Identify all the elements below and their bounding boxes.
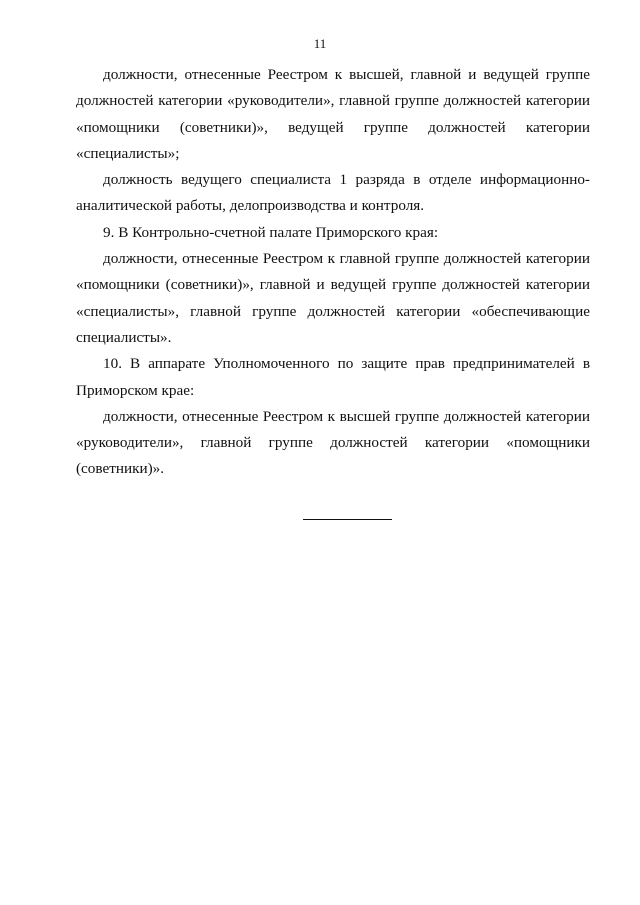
paragraph-item-10-heading: 10. В аппарате Уполномоченного по защите прав предпринимателей в Приморском крае: — [76, 355, 590, 399]
page-number: 11 — [313, 36, 327, 51]
paragraph-leading-specialist: должность ведущего специалиста 1 разряда в отделе информационно-аналитической работы, делопроизводства и контроля. — [76, 171, 590, 215]
end-divider-line — [303, 519, 392, 520]
paragraph-positions-list-3: должности, отнесенные Реестром к высшей группе должностей категории «руководители», главной группе должностей категории «помощники (советники)». — [76, 407, 590, 478]
paragraph-item-9-heading: 9. В Контрольно-счетной палате Приморского края: — [103, 223, 439, 241]
document-body — [76, 62, 590, 483]
paragraph-positions-list-1: должности, отнесенные Реестром к высшей, главной и ведущей группе должностей категории «руководители», главной группе должностей категории «помощники (советники)», ведущей группе должностей категории «специалисты»; — [76, 66, 590, 162]
paragraph-positions-list-2: должности, отнесенные Реестром к главной группе должностей категории «помощники (советники)», главной и ведущей группе должностей категории «специалисты», главной группе должностей категории «обеспечивающие специалисты». — [76, 250, 590, 346]
